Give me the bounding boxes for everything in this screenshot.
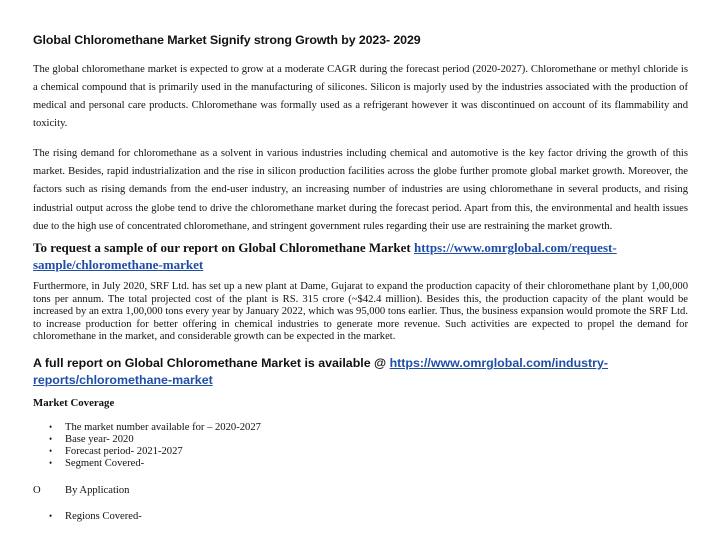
full-report-heading bbox=[33, 355, 693, 389]
sub-list-item-text: By Application bbox=[65, 485, 130, 496]
full-report-link[interactable]: https://www.omrglobal.com/industry-reports/chloromethane-market bbox=[33, 356, 609, 387]
full-report-text: A full report on Global Chloromethane Market is available @ bbox=[33, 356, 390, 370]
list-item-text: Forecast period- 2021-2027 bbox=[65, 446, 183, 457]
srf-paragraph: Furthermore, in July 2020, SRF Ltd. has set up a new plant at Dame, Gujarat to expand the production capacity of their chloromethane plant by 1,00,000 tons per annum. The total projected cost of the plant is RS. 315 crore (~$42.4 million). Besides this, the production capacity of the plant would be increased by an extra 1,00,000 tons every year by January 2022, which was 95,000 tons earlier. Thus, the business expansion would promote the SRF Ltd. to increase production for better offering in chemical industries to generate more revenue. Such activities are expected to propel the demand for chloromethane in the market, and considerable growth can be expected in the market. bbox=[33, 281, 688, 343]
market-coverage-title: Market Coverage bbox=[33, 397, 115, 409]
bullet-icon: • bbox=[49, 422, 53, 432]
drivers-paragraph: The rising demand for chloromethane as a solvent in various industries including chemical and automotive is the key factor driving the growth of this market. Besides, rapid industrialization and the rise in silicon production facilities across the globe further promote global market growth. Moreover, the factors such as rising demands from the end-user industry, an increasing number of industries are using chloromethane in several products, and rising industrial output across the globe tend to drive the chloromethane market during the forecast period. Apart from this, the environmental and health issues due to the high use of concentrated chloromethane, and stringent government rules regarding their use are restraining the market growth. bbox=[33, 148, 688, 232]
sample-request-heading bbox=[33, 239, 693, 273]
circle-marker-icon: O bbox=[33, 485, 41, 496]
bullet-icon: • bbox=[49, 511, 53, 521]
list-item-text: Base year- 2020 bbox=[65, 434, 134, 445]
sample-request-text: To request a sample of our report on Global Chloromethane Market bbox=[33, 240, 414, 255]
intro-paragraph: The global chloromethane market is expected to grow at a moderate CAGR during the forecast period (2020-2027). Chloromethane or methyl chloride is a chemical compound that is primarily used in the manufacturing of silicones. Silicon is majorly used by the industries associated with the production of medical and personal care products. Chloromethane was formally used as a refrigerant however it was discontinued on account of its flammability and toxicity. bbox=[33, 64, 688, 129]
bullet-icon: • bbox=[49, 434, 53, 444]
list-item-text: Regions Covered- bbox=[65, 511, 142, 522]
list-item-text: Segment Covered- bbox=[65, 458, 145, 469]
document-heading: Global Chloromethane Market Signify strong Growth by 2023- 2029 bbox=[33, 33, 421, 47]
list-item-text: The market number available for – 2020-2027 bbox=[65, 422, 261, 433]
bullet-icon: • bbox=[49, 458, 53, 468]
bullet-icon: • bbox=[49, 446, 53, 456]
sample-request-link[interactable]: https://www.omrglobal.com/request-sample/chloromethane-market bbox=[33, 240, 617, 272]
